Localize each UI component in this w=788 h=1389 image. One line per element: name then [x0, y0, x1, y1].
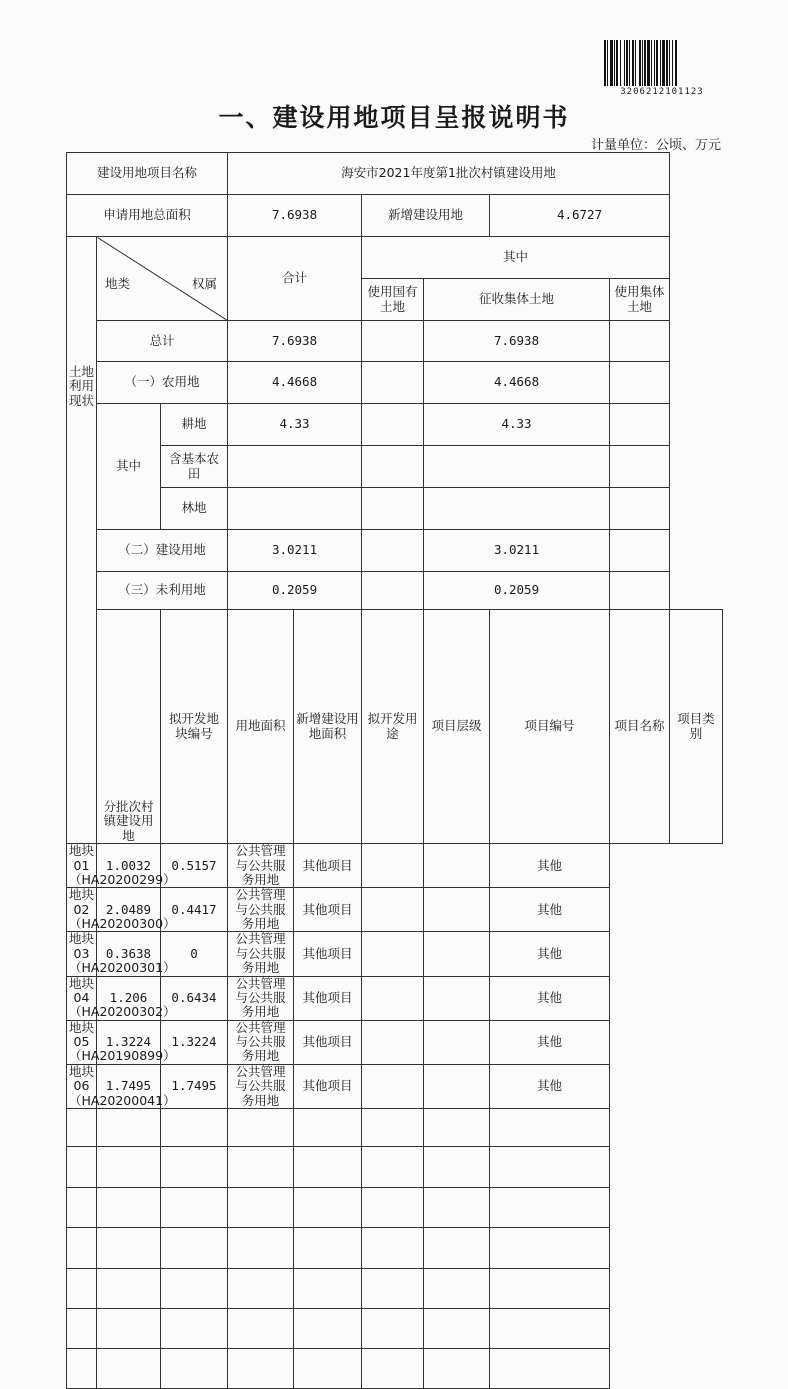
- land-use-section-text: 土地利用现状: [69, 364, 95, 408]
- col-use-collect-header: 使用集体土地: [610, 279, 670, 321]
- empty-cell: [362, 1187, 424, 1227]
- empty-cell: [67, 1187, 97, 1227]
- plot-new-area: 1.7495: [161, 1064, 228, 1108]
- plot-code: [362, 932, 424, 976]
- plot-name: [424, 888, 490, 932]
- plot-code: [362, 976, 424, 1020]
- row-farm-collect: 4.4668: [424, 362, 610, 404]
- plot-name: [424, 932, 490, 976]
- plot-row: [67, 1064, 723, 1108]
- row-forest-label: 林地: [161, 488, 228, 530]
- empty-row: [67, 1348, 723, 1388]
- among-header: 其中: [362, 237, 670, 279]
- plot-use: 公共管理与公共服务用地: [228, 932, 294, 976]
- plot-level: 其他项目: [294, 1020, 362, 1064]
- plot-category: 其他: [490, 844, 610, 888]
- plot-id: 地块01（HA20200299）: [67, 844, 97, 888]
- unit-note: 计量单位：公顷、万元: [590, 138, 721, 153]
- empty-cell: [424, 1308, 490, 1348]
- plot-name: [424, 844, 490, 888]
- project-name-value: 海安市2021年度第1批次村镇建设用地: [228, 153, 670, 195]
- empty-cell: [362, 1268, 424, 1308]
- report-table: [66, 152, 723, 1389]
- empty-cell: [490, 1227, 610, 1268]
- empty-cell: [424, 1108, 490, 1146]
- plot-category: 其他: [490, 1064, 610, 1108]
- plot-category: 其他: [490, 1020, 610, 1064]
- plot-id: 地块04（HA20200302）: [67, 976, 97, 1020]
- empty-cell: [228, 1308, 294, 1348]
- barcode-bars: [604, 40, 720, 86]
- empty-cell: [67, 1108, 97, 1146]
- empty-cell: [161, 1187, 228, 1227]
- empty-cell: [490, 1187, 610, 1227]
- empty-cell: [424, 1268, 490, 1308]
- row-arable-label: 耕地: [161, 404, 228, 446]
- header-diagonal-cell: [97, 237, 228, 321]
- row-construct-collect: 3.0211: [424, 530, 610, 572]
- plots-header-new: 新增建设用地面积: [294, 610, 362, 844]
- plot-level: 其他项目: [294, 844, 362, 888]
- plot-code: [362, 1020, 424, 1064]
- empty-cell: [490, 1348, 610, 1388]
- empty-cell: [362, 1108, 424, 1146]
- col-collect-header: 征收集体土地: [424, 279, 610, 321]
- land-use-section-label: [67, 237, 97, 844]
- plot-code: [362, 888, 424, 932]
- empty-cell: [490, 1108, 610, 1146]
- plot-row: [67, 844, 723, 888]
- empty-cell: [362, 1146, 424, 1187]
- empty-cell: [161, 1348, 228, 1388]
- empty-cell: [161, 1268, 228, 1308]
- plot-name: [424, 976, 490, 1020]
- row-farm-state: [362, 362, 424, 404]
- empty-cell: [97, 1308, 161, 1348]
- plot-id: 地块02（HA20200300）: [67, 888, 97, 932]
- empty-cell: [161, 1146, 228, 1187]
- plot-row: [67, 976, 723, 1020]
- empty-cell: [294, 1268, 362, 1308]
- plot-new-area: 0.4417: [161, 888, 228, 932]
- plot-rows: [67, 844, 723, 1389]
- empty-row: [67, 1146, 723, 1187]
- plot-use: 公共管理与公共服务用地: [228, 888, 294, 932]
- empty-cell: [97, 1187, 161, 1227]
- empty-cell: [424, 1348, 490, 1388]
- empty-cell: [67, 1348, 97, 1388]
- plot-area: 1.7495: [97, 1064, 161, 1108]
- empty-row: [67, 1227, 723, 1268]
- empty-cell: [294, 1308, 362, 1348]
- plot-area: 2.0489: [97, 888, 161, 932]
- empty-cell: [97, 1227, 161, 1268]
- row-arable-sum: 4.33: [228, 404, 362, 446]
- plot-level: 其他项目: [294, 976, 362, 1020]
- plots-header-name: 项目名称: [610, 610, 670, 844]
- row-basic-collect: [424, 446, 610, 488]
- empty-row: [67, 1268, 723, 1308]
- row-construct-label: （二）建设用地: [97, 530, 228, 572]
- empty-cell: [228, 1348, 294, 1388]
- diag-left-label: 地类: [105, 276, 131, 291]
- empty-cell: [294, 1187, 362, 1227]
- row-farm-sum: 4.4668: [228, 362, 362, 404]
- total-area-label: 申请用地总面积: [67, 195, 228, 237]
- empty-cell: [67, 1146, 97, 1187]
- empty-cell: [67, 1268, 97, 1308]
- empty-cell: [67, 1308, 97, 1348]
- empty-cell: [228, 1187, 294, 1227]
- empty-cell: [294, 1146, 362, 1187]
- plot-level: 其他项目: [294, 932, 362, 976]
- plot-new-area: 0.6434: [161, 976, 228, 1020]
- empty-cell: [424, 1146, 490, 1187]
- plot-level: 其他项目: [294, 1064, 362, 1108]
- empty-cell: [97, 1108, 161, 1146]
- plot-level: 其他项目: [294, 888, 362, 932]
- empty-cell: [490, 1146, 610, 1187]
- row-basic-label: 含基本农田: [161, 446, 228, 488]
- plot-row: [67, 932, 723, 976]
- empty-cell: [161, 1227, 228, 1268]
- new-land-label: 新增建设用地: [362, 195, 490, 237]
- plot-code: [362, 844, 424, 888]
- row-total-sum: 7.6938: [228, 321, 362, 362]
- plot-row: [67, 888, 723, 932]
- plot-area: 1.3224: [97, 1020, 161, 1064]
- plots-header-code: 项目编号: [490, 610, 610, 844]
- plots-header-use: 拟开发用途: [362, 610, 424, 844]
- plot-area: 0.3638: [97, 932, 161, 976]
- plots-section-text: 分批次村镇建设用地: [103, 799, 154, 843]
- row-basic-state: [362, 446, 424, 488]
- row-forest-sum: [228, 488, 362, 530]
- plot-use: 公共管理与公共服务用地: [228, 976, 294, 1020]
- empty-cell: [362, 1227, 424, 1268]
- empty-cell: [228, 1268, 294, 1308]
- row-construct-sum: 3.0211: [228, 530, 362, 572]
- row-total-state: [362, 321, 424, 362]
- barcode-bar: [677, 40, 678, 86]
- plot-id: 地块05（HA20190899）: [67, 1020, 97, 1064]
- row-unused-collect: 0.2059: [424, 572, 610, 610]
- empty-cell: [362, 1308, 424, 1348]
- plots-header-area: 用地面积: [228, 610, 294, 844]
- row-construct-state: [362, 530, 424, 572]
- row-total-collect: 7.6938: [424, 321, 610, 362]
- row-farm-label: （一）农用地: [97, 362, 228, 404]
- empty-cell: [424, 1227, 490, 1268]
- row-arable-collect: 4.33: [424, 404, 610, 446]
- row-unused-use: [610, 572, 670, 610]
- empty-cell: [362, 1348, 424, 1388]
- plot-id: 地块03（HA20200301）: [67, 932, 97, 976]
- empty-cell: [67, 1227, 97, 1268]
- total-col-header: 合计: [228, 237, 362, 321]
- diag-right-label: 权属: [192, 276, 218, 291]
- row-construct-use: [610, 530, 670, 572]
- empty-cell: [161, 1108, 228, 1146]
- plot-category: 其他: [490, 932, 610, 976]
- empty-cell: [228, 1146, 294, 1187]
- empty-cell: [97, 1146, 161, 1187]
- among-row-label: 其中: [97, 404, 161, 530]
- row-farm-use: [610, 362, 670, 404]
- empty-cell: [294, 1227, 362, 1268]
- plots-header-category: 项目类别: [670, 610, 723, 844]
- empty-row: [67, 1108, 723, 1146]
- empty-cell: [294, 1108, 362, 1146]
- row-unused-label: （三）未利用地: [97, 572, 228, 610]
- row-unused-state: [362, 572, 424, 610]
- plot-new-area: 1.3224: [161, 1020, 228, 1064]
- plot-id: 地块06（HA20200041）: [67, 1064, 97, 1108]
- row-total-label: 总计: [97, 321, 228, 362]
- plot-code: [362, 1064, 424, 1108]
- plot-new-area: 0: [161, 932, 228, 976]
- empty-cell: [228, 1108, 294, 1146]
- plot-category: 其他: [490, 888, 610, 932]
- plot-area: 1.0032: [97, 844, 161, 888]
- plot-area: 1.206: [97, 976, 161, 1020]
- empty-cell: [228, 1227, 294, 1268]
- row-forest-collect: [424, 488, 610, 530]
- plots-section-label: [97, 610, 161, 844]
- empty-cell: [490, 1268, 610, 1308]
- plot-name: [424, 1064, 490, 1108]
- empty-cell: [490, 1308, 610, 1348]
- page-title: 一、建设用地项目呈报说明书: [218, 103, 570, 132]
- plot-name: [424, 1020, 490, 1064]
- col-state-header: 使用国有土地: [362, 279, 424, 321]
- empty-row: [67, 1308, 723, 1348]
- barcode-number: 3206212101123: [620, 87, 704, 97]
- empty-cell: [424, 1187, 490, 1227]
- plot-row: [67, 1020, 723, 1064]
- plots-header-level: 项目层级: [424, 610, 490, 844]
- plot-use: 公共管理与公共服务用地: [228, 1020, 294, 1064]
- row-unused-sum: 0.2059: [228, 572, 362, 610]
- project-name-label: 建设用地项目名称: [67, 153, 228, 195]
- total-area-value: 7.6938: [228, 195, 362, 237]
- plot-use: 公共管理与公共服务用地: [228, 844, 294, 888]
- row-total-use: [610, 321, 670, 362]
- plot-new-area: 0.5157: [161, 844, 228, 888]
- empty-cell: [97, 1268, 161, 1308]
- row-basic-sum: [228, 446, 362, 488]
- empty-cell: [294, 1348, 362, 1388]
- row-arable-use: [610, 404, 670, 446]
- new-land-value: 4.6727: [490, 195, 670, 237]
- plot-use: 公共管理与公共服务用地: [228, 1064, 294, 1108]
- plots-header-id: 拟开发地块编号: [161, 610, 228, 844]
- row-basic-use: [610, 446, 670, 488]
- empty-cell: [97, 1348, 161, 1388]
- row-forest-state: [362, 488, 424, 530]
- empty-row: [67, 1187, 723, 1227]
- barcode: [604, 40, 720, 98]
- empty-cell: [161, 1308, 228, 1348]
- plot-category: 其他: [490, 976, 610, 1020]
- row-forest-use: [610, 488, 670, 530]
- row-arable-state: [362, 404, 424, 446]
